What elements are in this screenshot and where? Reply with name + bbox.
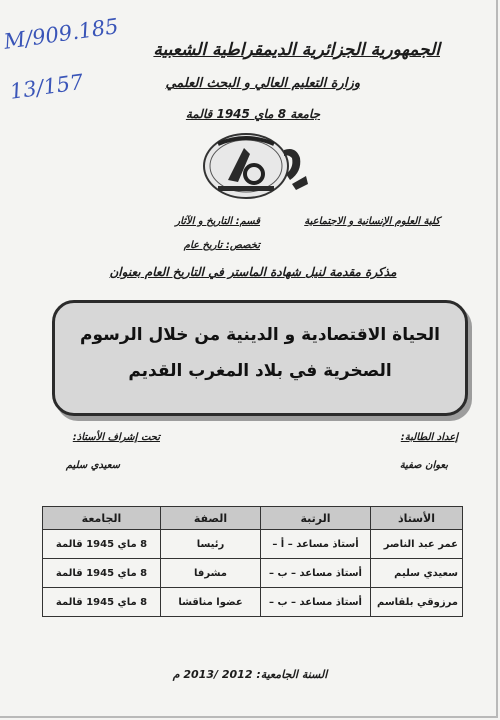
jury-member-rank: أستاذ مساعد – ب – bbox=[261, 588, 371, 617]
university-heading: جامعة 8 ماي 1945 قالمة bbox=[185, 107, 320, 121]
supervisor-name: سعيدي سليم bbox=[65, 460, 120, 471]
jury-member-university: 8 ماي 1945 قالمة bbox=[43, 559, 161, 588]
jury-member-university: 8 ماي 1945 قالمة bbox=[43, 530, 161, 559]
jury-member-name: مرزوقي بلقاسم bbox=[371, 588, 463, 617]
jury-member-rank: أستاذ مساعد – ب – bbox=[261, 559, 371, 588]
thesis-title-line1: الحياة الاقتصادية و الدينية من خلال الرسوم bbox=[80, 325, 440, 345]
thesis-subtitle: مذكرة مقدمة لنيل شهادة الماستر في التاريخ العام بعنوان bbox=[109, 265, 397, 279]
thesis-title-box bbox=[52, 300, 468, 416]
table-row bbox=[43, 588, 463, 617]
table-row bbox=[43, 559, 463, 588]
ministry-heading: وزارة التعليم العالي و البحث العلمي bbox=[165, 76, 360, 91]
republic-heading: الجمهورية الجزائرية الديمقراطية الشعبية bbox=[153, 40, 440, 60]
jury-member-role: مشرفا bbox=[161, 559, 261, 588]
jury-member-role: رئيسا bbox=[161, 530, 261, 559]
jury-header-professor: الأستاذ bbox=[371, 507, 463, 530]
department-label: قسم: التاريخ و الآثار bbox=[175, 216, 260, 227]
jury-member-rank: أستاذ مساعد – أ – bbox=[261, 530, 371, 559]
student-name: بعوان صفية bbox=[399, 460, 448, 471]
table-row bbox=[43, 530, 463, 559]
jury-table bbox=[42, 506, 463, 617]
handwritten-inventory-number: 13/157 bbox=[8, 69, 85, 104]
specialty-label: تخصص: تاريخ عام bbox=[183, 240, 260, 251]
jury-member-university: 8 ماي 1945 قالمة bbox=[43, 588, 161, 617]
jury-header-role: الصفة bbox=[161, 507, 261, 530]
jury-header-row bbox=[43, 507, 463, 530]
college-label: كلية العلوم الإنسانية و الاجتماعية bbox=[304, 216, 440, 227]
student-label: إعداد الطالبة: bbox=[400, 432, 458, 443]
handwritten-catalog-number: M/909.185 bbox=[2, 14, 120, 54]
university-logo bbox=[188, 128, 318, 208]
supervisor-label: تحت إشراف الأستاذ: bbox=[72, 432, 160, 443]
thesis-title-line2: الصخرية في بلاد المغرب القديم bbox=[128, 361, 392, 381]
jury-member-name: عمر عبد الناصر bbox=[371, 530, 463, 559]
jury-header-rank: الرتبة bbox=[261, 507, 371, 530]
jury-member-role: عضوا مناقشا bbox=[161, 588, 261, 617]
jury-member-name: سعيدي سليم bbox=[371, 559, 463, 588]
academic-year: السنة الجامعية: 2012 /2013 م bbox=[172, 668, 328, 681]
jury-header-university: الجامعة bbox=[43, 507, 161, 530]
